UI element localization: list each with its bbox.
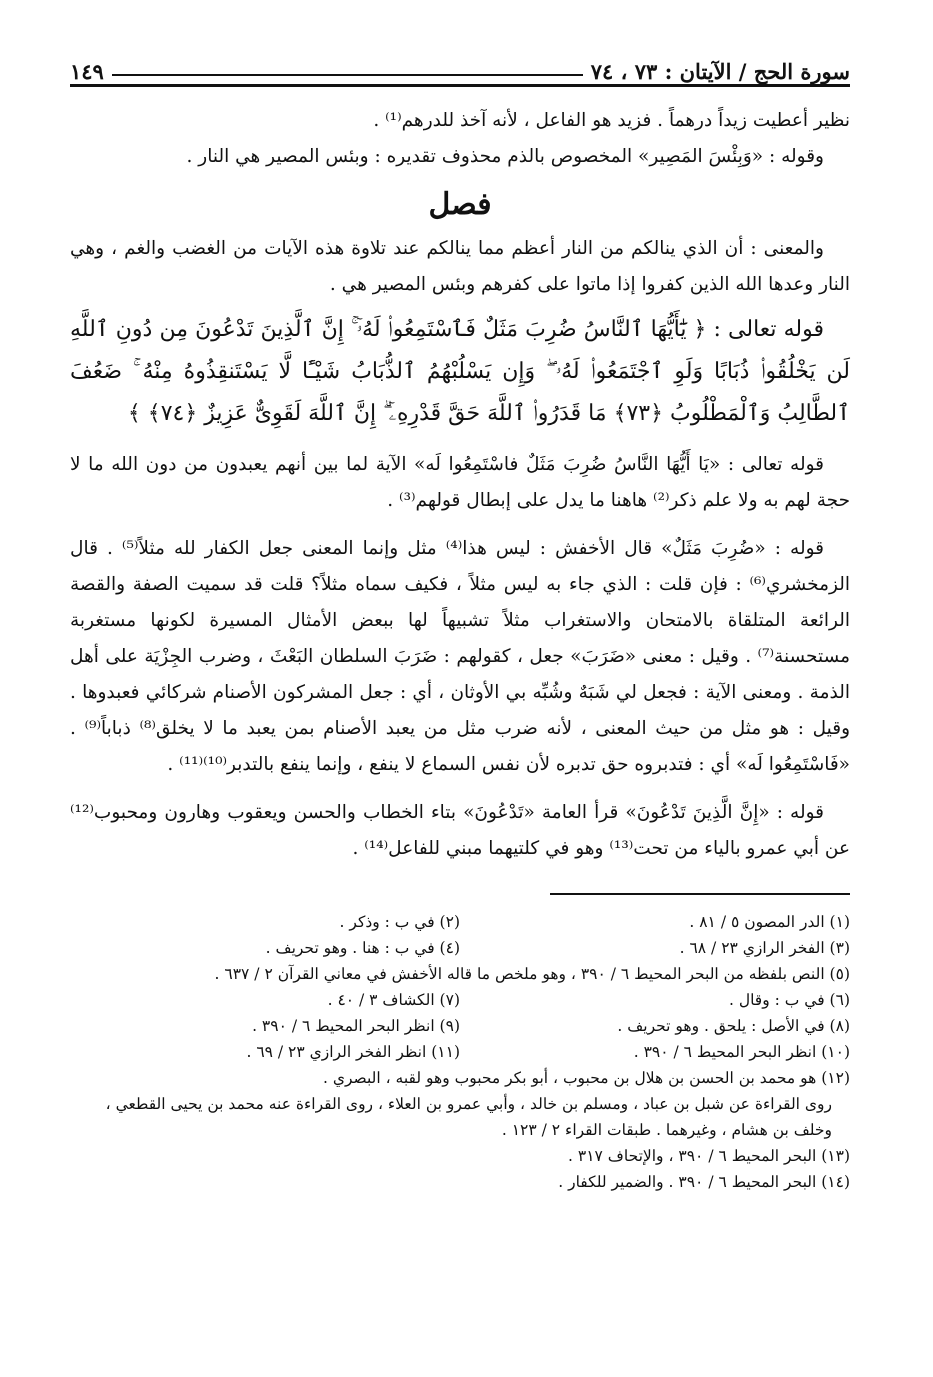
footnote-12-continued: روى القراءة عن شبل بن عباد ، ومسلم بن خالد ، وأبي عمرو بن العلاء ، روى القراءة عنه محمد بن يحيى القطعي ، وخلف بن هشام ، وغيرهما . طبقات القراء ٢ / ١٢٣ . — [105, 1095, 832, 1139]
footnote-row — [70, 987, 850, 1013]
page-header — [70, 40, 850, 87]
paragraph-5: قوله : «ضُرِبَ مَثَلٌ» قال الأخفش : ليس هذا⁽⁴⁾ مثل وإنما المعنى جعل الكفار لله مثلاً⁽⁵⁾ . قال الزمخشري⁽⁶⁾ : فإن قلت : الذي جاء به ليس مثلاً ، فكيف سماه مثلاً؟ قلت قد سميت الصفة والقصة الرائعة المتلقاة بالامتحان والاستغراب مثلاً تشبيهاً لها ببعض الأمثال المسيرة لكونها مستغربة مستحسنة⁽⁷⁾ . وقيل : معنى «ضَرَبَ» جعل ، كقولهم : ضَرَبَ السلطان البَعْثَ ، وضرب الجِزْيَة على أهل الذمة . ومعنى الآية : فجعل لي شَبَهٌ وشُبِّه بي الأوثان ، أي : جعل المشركون الأصنام شركائي فعبدوها . وقيل : هو مثل من حيث المعنى ، لأنه ضرب مثل من يعبد الأصنام بمن يعبد ما لا يخلق⁽⁸⁾ ذباباً⁽⁹⁾ . «فَاسْتَمِعُوا لَه» أي : فتدبروه حق تدبره لأن نفس السماع لا ينفع ، وإنما ينفع بالتدبر⁽¹⁰⁾⁽¹¹⁾ . — [70, 538, 851, 775]
footnote-row — [70, 1039, 850, 1065]
footnote-row — [70, 909, 850, 935]
footnote-8: (٨) في الأصل : يلحق . وهو تحريف . — [617, 1017, 850, 1035]
spacer — [70, 783, 850, 795]
footnote-row — [70, 935, 850, 961]
page-body — [70, 103, 850, 867]
footnote-3: (٣) الفخر الرازي ٢٣ / ٦٨ . — [679, 939, 850, 957]
footnote-5: (٥) النص بلفظه من البحر المحيط ٦ / ٣٩٠ ، وهو ملخص ما قاله الأخفش في معاني القرآن ٢ / ٦٣٧ . — [214, 965, 850, 983]
footnotes — [70, 909, 850, 1195]
quran-verse: قوله تعالى : ﴿ يَٰٓأَيُّهَا ٱلنَّاسُ ضُرِبَ مَثَلٌ فَٱسْتَمِعُوا۟ لَهُۥٓ ۚ إِنَّ ٱلَّذِينَ تَدْعُونَ مِن دُونِ ٱللَّهِ لَن يَخْلُقُوا۟ ذُبَابًا وَلَوِ ٱجْتَمَعُوا۟ لَهُۥ ۖ وَإِن يَسْلُبْهُمُ ٱلذُّبَابُ شَيْـًٔا لَّا يَسْتَنقِذُوهُ مِنْهُ ۚ ضَعُفَ ٱلطَّالِبُ وَٱلْمَطْلُوبُ ﴿٧٣﴾ مَا قَدَرُوا۟ ٱللَّهَ حَقَّ قَدْرِهِۦٓ ۗ إِنَّ ٱللَّهَ لَقَوِىٌّ عَزِيزٌ ﴿٧٤﴾ ﴾ — [70, 317, 850, 426]
footnote-12: (١٢) هو محمد بن الحسن بن هلال بن محبوب ، أبو بكر محبوب وهو لقبه ، البصري . — [323, 1069, 850, 1087]
section-heading: فصل — [428, 187, 492, 222]
footnote-7: (٧) الكشاف ٣ / ٤٠ . — [327, 991, 460, 1009]
running-title: سورة الحج / الآيتان : ٧٣ ، ٧٤ — [590, 59, 850, 84]
footnote-9: (٩) انظر البحر المحيط ٦ / ٣٩٠ . — [252, 1017, 460, 1035]
footnote-2: (٢) في ب : وذكر . — [339, 913, 460, 931]
paragraph-2: وقوله : «وَبِئْسَ المَصِير» المخصوص بالذم محذوف تقديره : وبئس المصير هي النار . — [186, 146, 824, 167]
paragraph-3: والمعنى : أن الذي ينالكم من النار أعظم مما ينالكم عند تلاوة هذه الآيات من الغضب والغم ، وهي النار وعدها الله الذين كفروا إذا ماتوا على كفرهم وبئس المصير هي . — [70, 238, 850, 295]
footnote-4: (٤) في ب : هنا . وهو تحريف . — [265, 939, 460, 957]
page-number: ١٤٩ — [70, 59, 104, 84]
header-rule — [112, 74, 583, 76]
footnote-13: (١٣) البحر المحيط ٦ / ٣٩٠ ، والإتحاف ٣١٧ . — [568, 1147, 850, 1165]
footnote-1: (١) الدر المصون ٥ / ٨١ . — [689, 913, 850, 931]
spacer — [70, 519, 850, 531]
footnote-14: (١٤) البحر المحيط ٦ / ٣٩٠ . والضمير للكفار . — [558, 1173, 850, 1191]
footnote-10: (١٠) انظر البحر المحيط ٦ / ٣٩٠ . — [633, 1043, 850, 1061]
footnote-row — [70, 1013, 850, 1039]
paragraph-4: قوله تعالى : «يَا أَيُّهَا النَّاسُ ضُرِبَ مَثَلٌ فاسْتَمِعُوا لَه» الآية لما بين أنهم يعبدون من دون الله ما لا حجة لهم به ولا علم ذكر⁽²⁾ هاهنا ما يدل على إبطال قولهم⁽³⁾ . — [70, 454, 850, 511]
spacer — [70, 435, 850, 447]
book-page — [70, 40, 850, 1195]
paragraph-1: نظير أعطيت زيداً درهماً . فزيد هو الفاعل ، لأنه آخذ للدرهم⁽¹⁾ . — [373, 110, 850, 131]
footnote-6: (٦) في ب : وقال . — [728, 991, 850, 1009]
footnote-separator — [550, 893, 850, 895]
paragraph-6: قوله : «إِنَّ الَّذِينَ تَدْعُونَ» قرأ العامة «تَدْعُونَ» بتاء الخطاب والحسن ويعقوب وهارون ومحبوب⁽¹²⁾ عن أبي عمرو بالياء من تحت⁽¹³⁾ وهو في كلتيهما مبني للفاعل⁽¹⁴⁾ . — [70, 802, 850, 859]
footnote-11: (١١) انظر الفخر الرازي ٢٣ / ٦٩ . — [246, 1043, 460, 1061]
